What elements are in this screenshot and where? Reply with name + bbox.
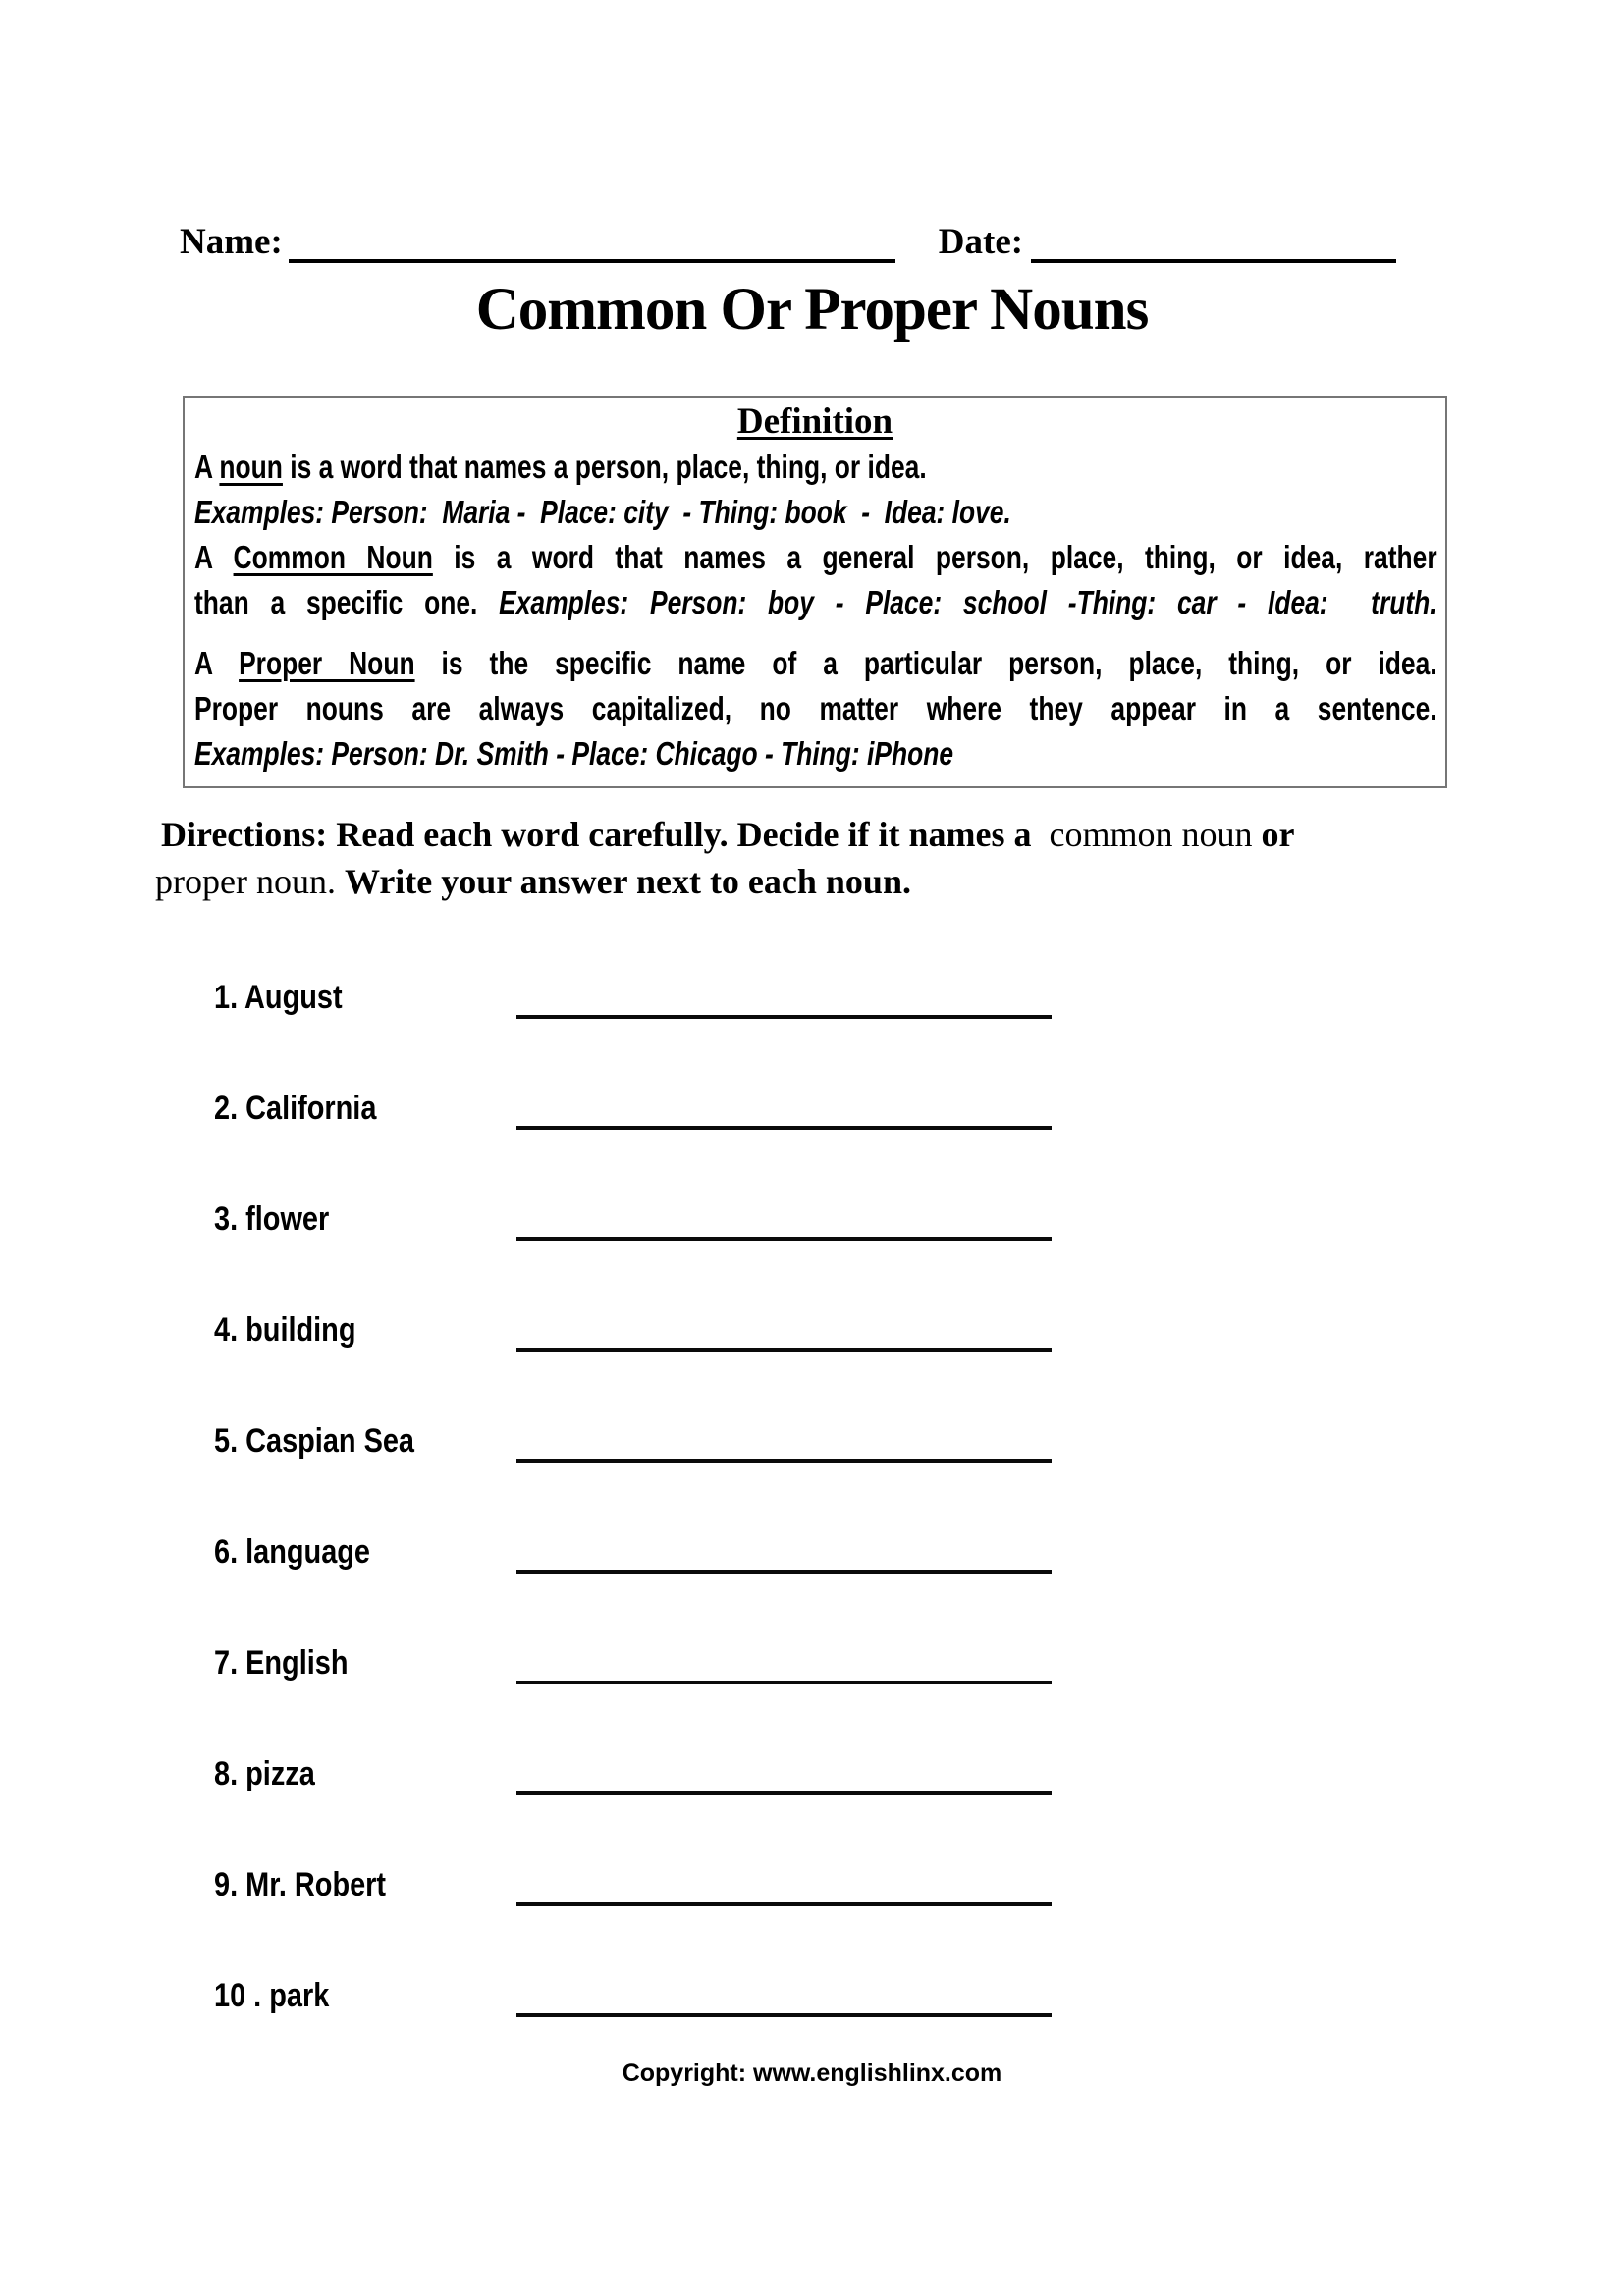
proper-noun-examples: Examples: Person: Dr. Smith - Place: Chicago - Thing: iPhone — [194, 735, 954, 772]
answer-blank[interactable] — [516, 1237, 1052, 1241]
worksheet-title: Common Or Proper Nouns — [475, 277, 1149, 343]
item-label: 8. pizza — [214, 1755, 315, 1792]
name-blank-line[interactable] — [289, 224, 895, 263]
answer-blank[interactable] — [516, 1791, 1052, 1795]
date-blank-line[interactable] — [1031, 224, 1396, 263]
item-label: 4. building — [214, 1311, 356, 1349]
item-label: 10 . park — [214, 1977, 330, 2014]
copyright-footer: Copyright: www.englishlinx.com — [622, 2059, 1002, 2087]
list-item — [214, 1086, 1052, 1131]
common-noun-term: Common Noun — [233, 539, 433, 575]
list-item — [214, 975, 1052, 1020]
date-label: Date: — [938, 222, 1024, 262]
common-noun-examples: Examples: Person: boy - Place: school -Thing: car - Idea: truth. — [499, 584, 1437, 620]
list-item — [214, 1308, 1052, 1353]
answer-blank[interactable] — [516, 1459, 1052, 1463]
directions: Directions: Read each word carefully. Decide if it names a common noun or proper noun. Write your answer next to each noun. — [155, 815, 1295, 901]
list-item — [214, 1973, 1052, 2018]
noun-term: noun — [219, 449, 283, 485]
item-label: 2. California — [214, 1090, 377, 1127]
noun-definition: A noun is a word that names a person, place, thing, or idea. — [194, 449, 927, 485]
list-item — [214, 1640, 1052, 1685]
item-label: 1. August — [214, 979, 343, 1016]
answer-blank[interactable] — [516, 1681, 1052, 1684]
definition-heading: Definition — [736, 401, 893, 442]
list-item — [214, 1197, 1052, 1242]
name-date-row — [180, 222, 1396, 263]
list-item — [214, 1751, 1052, 1796]
item-label: 3. flower — [214, 1201, 330, 1238]
answer-blank[interactable] — [516, 1570, 1052, 1574]
answer-blank[interactable] — [516, 1126, 1052, 1130]
name-label: Name: — [180, 222, 283, 262]
list-item — [214, 1529, 1052, 1575]
list-item — [214, 1418, 1052, 1464]
proper-noun-term: Proper Noun — [239, 645, 415, 681]
definition-box — [183, 396, 1447, 788]
answer-blank[interactable] — [516, 1902, 1052, 1906]
answer-blank[interactable] — [516, 1348, 1052, 1352]
item-label: 5. Caspian Sea — [214, 1422, 415, 1460]
definition-body — [194, 445, 1437, 776]
answer-blank[interactable] — [516, 2013, 1052, 2017]
noun-examples: Examples: Person: Maria - Place: city - Thing: book - Idea: love. — [194, 494, 1011, 530]
item-label: 9. Mr. Robert — [214, 1866, 387, 1903]
list-item — [214, 1862, 1052, 1907]
item-label: 7. English — [214, 1644, 349, 1682]
item-label: 6. language — [214, 1533, 371, 1571]
noun-list — [214, 975, 1052, 2084]
proper-noun-definition: A Proper Noun is the specific name of a particular person, place, thing, or idea. Proper nouns are always capitalized, no matter where they appear in a sentence. — [194, 645, 1437, 726]
common-noun-definition: A Common Noun is a word that names a general person, place, thing, or idea, rather than a specific one. Examples: Person: boy - Place: school -Thing: car - Idea: truth. — [194, 539, 1437, 620]
answer-blank[interactable] — [516, 1015, 1052, 1019]
